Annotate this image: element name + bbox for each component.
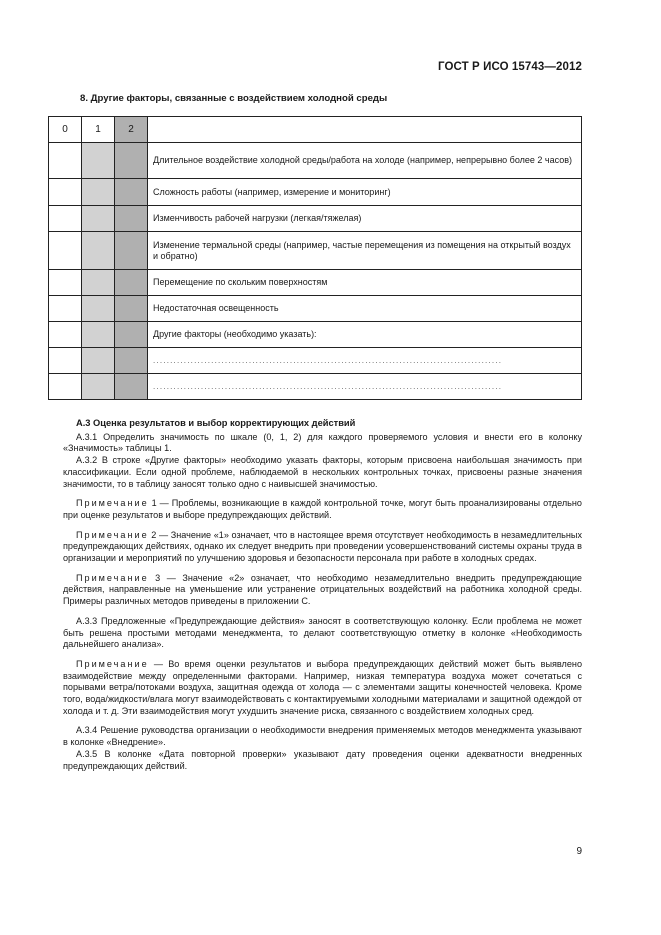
paragraph-a35: А.3.5 В колонке «Дата повторной проверки» указывают дату проведения оценки адекватности внедренных предупреждающих действий. xyxy=(63,748,582,771)
note-4 xyxy=(63,659,582,718)
section-a3-title: А.3 Оценка результатов и выбор корректирующих действий xyxy=(76,418,356,428)
factor-description: Изменчивость рабочей нагрузки (легкая/тяжелая) xyxy=(148,206,582,232)
rating-cell-2[interactable] xyxy=(115,374,148,400)
rating-cell-2[interactable] xyxy=(115,143,148,179)
factor-description: Перемещение по скольким поверхностям xyxy=(148,270,582,296)
rating-cell-2[interactable] xyxy=(115,270,148,296)
column-header-1: 1 xyxy=(82,117,115,143)
rating-cell-0[interactable] xyxy=(49,143,82,179)
other-factor-fill-line[interactable]: ...................................................................................................... xyxy=(148,374,582,400)
note-1-text: 1 — Проблемы, возникающие в каждой контрольной точке, могут быть проанализированы отдельно при оценке результатов и выборе предупреждающих действий. xyxy=(63,498,582,520)
note-2 xyxy=(63,530,582,565)
factors-table xyxy=(48,116,582,400)
section-8-title: 8. Другие факторы, связанные с воздействием холодной среды xyxy=(80,93,388,104)
rating-cell-1[interactable] xyxy=(82,206,115,232)
rating-cell-2[interactable] xyxy=(115,322,148,348)
rating-cell-1[interactable] xyxy=(82,322,115,348)
paragraph-a34: А.3.4 Решение руководства организации о необходимости внедрения применяемых методов менеджмента указывают в колонке «Внедрение». xyxy=(63,725,582,748)
rating-cell-0[interactable] xyxy=(49,270,82,296)
factor-description: Изменение термальной среды (например, частые перемещения из помещения на открытый воздух и обратно) xyxy=(148,232,582,270)
other-factor-fill-line[interactable]: ...................................................................................................... xyxy=(148,348,582,374)
rating-cell-1[interactable] xyxy=(82,179,115,206)
rating-cell-2[interactable] xyxy=(115,348,148,374)
table-row xyxy=(49,179,582,206)
note-label: Примечание xyxy=(76,529,149,540)
note-4-text: — Во время оценки результатов и выбора предупреждающих действий может быть выявлено взаимодействие между определенными факторами. Например, низкая температура воздуха может сочетаться с порывами ветра/потоками воздуха, защитная одежда от холода — с элементами защиты конечностей человека. Кроме того, вода/жидкости/влага могут взаимодействовать с контактируемыми холодными материалами и защитной одеждой от холода и т. д. Эти взаимодействия могут ухудшить значение риска, связанного с воздействием холодных сред. xyxy=(63,658,582,716)
rating-cell-0[interactable] xyxy=(49,348,82,374)
rating-cell-2[interactable] xyxy=(115,296,148,322)
factor-description: Другие факторы (необходимо указать): xyxy=(148,322,582,348)
rating-cell-2[interactable] xyxy=(115,179,148,206)
rating-cell-1[interactable] xyxy=(82,143,115,179)
table-row xyxy=(49,270,582,296)
table-row xyxy=(49,232,582,270)
rating-cell-1[interactable] xyxy=(82,374,115,400)
note-label: Примечание xyxy=(76,498,149,509)
note-2-text: 2 — Значение «1» означает, что в настоящее время отсутствует необходимость в незамедлительных предупреждающих действиях, однако их следует внедрить при проведении усовершенствований системы охраны труда в организации и мероприятий по улучшению здоровья и безопасности персонала при работе в холодных средах. xyxy=(63,529,582,564)
rating-cell-0[interactable] xyxy=(49,296,82,322)
table-header-row xyxy=(49,117,582,143)
rating-cell-2[interactable] xyxy=(115,206,148,232)
section-a3-body xyxy=(63,418,582,772)
factor-description: Длительное воздействие холодной среды/работа на холоде (например, непрерывно более 2 часов) xyxy=(148,143,582,179)
rating-cell-0[interactable] xyxy=(49,322,82,348)
column-header-0: 0 xyxy=(49,117,82,143)
rating-cell-0[interactable] xyxy=(49,232,82,270)
note-3-text: 3 — Значение «2» означает, что необходимо незамедлительно внедрить предупреждающие действия, направленные на уменьшение или устранение отрицательных воздействий на работника холодной среды. Примеры различных методов приведены в приложении С. xyxy=(63,572,582,607)
note-3 xyxy=(63,573,582,608)
table-row xyxy=(49,143,582,179)
rating-cell-1[interactable] xyxy=(82,348,115,374)
rating-cell-1[interactable] xyxy=(82,270,115,296)
column-header-description xyxy=(148,117,582,143)
rating-cell-1[interactable] xyxy=(82,296,115,322)
rating-cell-0[interactable] xyxy=(49,179,82,206)
table-row xyxy=(49,348,582,374)
rating-cell-0[interactable] xyxy=(49,206,82,232)
paragraph-a31: А.3.1 Определить значимость по шкале (0, 1, 2) для каждого проверяемого условия и внести его в колонку «Значимость» таблицы 1. xyxy=(63,431,582,454)
rating-cell-1[interactable] xyxy=(82,232,115,270)
table-row xyxy=(49,206,582,232)
page-number: 9 xyxy=(576,846,582,857)
standard-header: ГОСТ Р ИСО 15743—2012 xyxy=(437,61,582,73)
note-1 xyxy=(63,498,582,521)
note-label: Примечание xyxy=(76,572,149,583)
rating-cell-0[interactable] xyxy=(49,374,82,400)
factor-description: Сложность работы (например, измерение и мониторинг) xyxy=(148,179,582,206)
paragraph-a33: А.3.3 Предложенные «Предупреждающие действия» заносят в соответствующую колонку. Если проблема не может быть решена простыми методами менеджмента, то делают соответствующую отметку в колонке «Необходимость дальнейшего анализа». xyxy=(63,615,582,650)
table-row xyxy=(49,322,582,348)
column-header-2: 2 xyxy=(115,117,148,143)
table-row xyxy=(49,374,582,400)
note-label: Примечание xyxy=(76,658,149,669)
table-row xyxy=(49,296,582,322)
factor-description: Недостаточная освещенность xyxy=(148,296,582,322)
rating-cell-2[interactable] xyxy=(115,232,148,270)
paragraph-a32: А.3.2 В строке «Другие факторы» необходимо указать факторы, которым присвоена наибольшая значимость при классификации. Если одной проблеме, наблюдаемой в нескольких контрольных точках, присвоены разные значения значимости, то в таблицу заносят только одно с наивысшей значимостью. xyxy=(63,455,582,489)
